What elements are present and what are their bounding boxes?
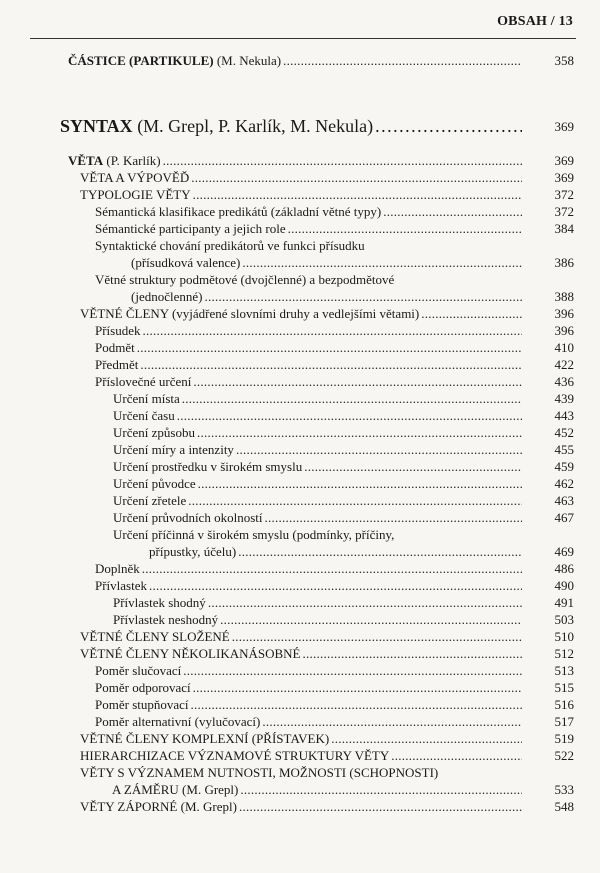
leader-dots [193, 373, 522, 390]
page-number: 410 [554, 340, 574, 355]
page-number: 388 [554, 289, 574, 304]
page-number: 516 [554, 697, 574, 712]
leader-dots [163, 152, 522, 169]
entry-title: A ZÁMĚRU (M. Grepl) [112, 782, 239, 797]
header-rule [30, 38, 576, 39]
entry-title: VĚTA A VÝPOVĚĎ [80, 170, 190, 185]
page-number: 455 [554, 442, 574, 457]
page-number: 510 [554, 629, 574, 644]
leader-dots [142, 560, 522, 577]
page-number: 396 [554, 306, 574, 321]
entry-author: (P. Karlík) [103, 153, 161, 168]
entry-title: Určení času [113, 408, 175, 423]
leader-dots [239, 798, 522, 815]
page-number: 467 [554, 510, 574, 525]
page-number: 463 [554, 493, 574, 508]
leader-dots [303, 645, 523, 662]
leader-dots [283, 52, 522, 69]
entry-title: VĚTY ZÁPORNÉ (M. Grepl) [80, 799, 237, 814]
leader-dots [204, 288, 522, 305]
toc-entry [68, 52, 524, 69]
toc-entry [131, 288, 524, 305]
toc-entry [113, 407, 524, 424]
entry-title: Určení míry a intenzity [113, 442, 234, 457]
leader-dots [177, 407, 522, 424]
entry-title: VĚTNÉ ČLENY (vyjádřené slovními druhy a vedlejšími větami) [80, 306, 420, 321]
toc-entry [95, 220, 524, 237]
toc-entry [80, 169, 524, 186]
toc-entry [95, 322, 524, 339]
page-number: 533 [554, 782, 574, 797]
leader-dots [197, 424, 522, 441]
page-number: 517 [554, 714, 574, 729]
toc-entry [113, 458, 524, 475]
toc-entry [95, 679, 524, 696]
leader-dots [191, 696, 522, 713]
leader-dots [143, 322, 523, 339]
entry-title: Sémantická klasifikace predikátů (základní větné typy) [95, 204, 382, 219]
page-number: 369 [554, 119, 574, 134]
entry-title: Přívlastek [95, 578, 147, 593]
entry-title: HIERARCHIZACE VÝZNAMOVÉ STRUKTURY VĚTY [80, 748, 390, 763]
entry-title: VĚTNÉ ČLENY NĚKOLIKANÁSOBNÉ [80, 646, 301, 661]
toc-entry [80, 628, 524, 645]
toc-entry [80, 798, 524, 815]
toc-entry [149, 543, 524, 560]
toc-entry [95, 662, 524, 679]
leader-dots [383, 203, 522, 220]
page-number: 358 [554, 53, 574, 68]
toc-entry [113, 475, 524, 492]
page-number: 515 [554, 680, 574, 695]
entry-title: VĚTNÉ ČLENY KOMPLEXNÍ (PŘÍSTAVEK) [80, 731, 330, 746]
entry-author: (M. Nekula) [213, 53, 282, 68]
leader-dots [262, 713, 522, 730]
entry-title: TYPOLOGIE VĚTY [80, 187, 191, 202]
toc-entry [113, 424, 524, 441]
entry-title: Doplněk [95, 561, 140, 576]
leader-dots [137, 339, 522, 356]
page-number: 384 [554, 221, 574, 236]
page-number: 396 [554, 323, 574, 338]
page-number: 486 [554, 561, 574, 576]
page-number: 462 [554, 476, 574, 491]
leader-dots [238, 543, 522, 560]
leader-dots [264, 509, 522, 526]
running-head: OBSAH / 13 [497, 14, 573, 29]
leader-dots [191, 169, 522, 186]
entry-title-line: VĚTY S VÝZNAMEM NUTNOSTI, MOŽNOSTI (SCHOPNOSTI) [80, 765, 439, 780]
entry-title: VĚTNÉ ČLENY SLOŽENÉ [80, 629, 230, 644]
page-number: 369 [554, 170, 574, 185]
page-number: 452 [554, 425, 574, 440]
entry-title: Určení původce [113, 476, 196, 491]
entry-title: Určení způsobu [113, 425, 195, 440]
toc-entry [95, 696, 524, 713]
leader-dots [193, 679, 522, 696]
entry-title-line: Syntaktické chování predikátorů ve funkci přísudku [95, 238, 365, 253]
entry-title: Přívlastek neshodný [113, 612, 219, 627]
entry-title-line: Větné struktury podmětové (dvojčlenné) a bezpodmětové [95, 272, 395, 287]
toc-entry [95, 560, 524, 577]
page-number: 386 [554, 255, 574, 270]
leader-dots [193, 186, 522, 203]
toc-entry [80, 730, 524, 747]
entry-title: Poměr odporovací [95, 680, 191, 695]
page-number: 436 [554, 374, 574, 389]
entry-title: Poměr slučovací [95, 663, 182, 678]
page-number: 503 [554, 612, 574, 627]
leader-dots [375, 115, 522, 137]
leader-dots [288, 220, 522, 237]
leader-dots [240, 781, 522, 798]
page-number: 439 [554, 391, 574, 406]
leader-dots [391, 747, 522, 764]
toc-entry [113, 509, 524, 526]
page-number: 512 [554, 646, 574, 661]
toc-entry [113, 441, 524, 458]
toc-entry [95, 339, 524, 356]
leader-dots [421, 305, 522, 322]
toc-entry [95, 577, 524, 594]
leader-dots [232, 628, 522, 645]
leader-dots [198, 475, 522, 492]
entry-title: (přísudková valence) [131, 255, 241, 270]
entry-title: Poměr alternativní (vylučovací) [95, 714, 261, 729]
leader-dots [149, 577, 522, 594]
toc-entry [113, 390, 524, 407]
toc-entry [95, 356, 524, 373]
page-number: 491 [554, 595, 574, 610]
entry-title-line: Určení příčinná v širokém smyslu (podmínky, příčiny, [113, 527, 395, 542]
entry-title: Určení průvodních okolností [113, 510, 263, 525]
leader-dots [182, 390, 522, 407]
entry-title: Poměr stupňovací [95, 697, 189, 712]
leader-dots [242, 254, 522, 271]
page-number: 522 [554, 748, 574, 763]
page-number: 443 [554, 408, 574, 423]
toc-entry [95, 373, 524, 390]
leader-dots [236, 441, 522, 458]
page-number: 369 [554, 153, 574, 168]
toc-entry [80, 305, 524, 322]
entry-title: Předmět [95, 357, 139, 372]
page-number: 469 [554, 544, 574, 559]
entry-title: Podmět [95, 340, 135, 355]
page-number: 519 [554, 731, 574, 746]
entry-title: Přísudek [95, 323, 141, 338]
toc-section [60, 115, 524, 137]
entry-title: ČÁSTICE (PARTIKULE) [68, 53, 214, 68]
page-number: 513 [554, 663, 574, 678]
page-number: 372 [554, 187, 574, 202]
entry-title: (jednočlenné) [131, 289, 203, 304]
leader-dots [188, 492, 522, 509]
leader-dots [208, 594, 522, 611]
entry-title: přípustky, účelu) [149, 544, 237, 559]
section-title: SYNTAX [60, 116, 133, 136]
entry-title: VĚTA [68, 153, 104, 168]
page-number: 490 [554, 578, 574, 593]
toc-entry [113, 492, 524, 509]
toc-entry [95, 203, 524, 220]
toc-entry [80, 747, 524, 764]
page-number: 372 [554, 204, 574, 219]
toc-entry [68, 152, 524, 169]
page-number: 422 [554, 357, 574, 372]
toc-entry [80, 645, 524, 662]
page-number: 548 [554, 799, 574, 814]
entry-title: Určení prostředku v širokém smyslu [113, 459, 303, 474]
leader-dots [304, 458, 522, 475]
toc-entry [113, 594, 524, 611]
leader-dots [331, 730, 522, 747]
leader-dots [140, 356, 522, 373]
entry-title: Sémantické participanty a jejich role [95, 221, 286, 236]
entry-title: Určení místa [113, 391, 180, 406]
toc-entry [80, 186, 524, 203]
section-authors: (M. Grepl, P. Karlík, M. Nekula) [132, 116, 374, 136]
leader-dots [183, 662, 522, 679]
toc-entry [112, 781, 524, 798]
entry-title: Příslovečné určení [95, 374, 192, 389]
toc-entry [131, 254, 524, 271]
leader-dots [220, 611, 522, 628]
toc-entry [113, 611, 524, 628]
toc-entry [95, 713, 524, 730]
page-number: 459 [554, 459, 574, 474]
entry-title: Přívlastek shodný [113, 595, 206, 610]
entry-title: Určení zřetele [113, 493, 187, 508]
